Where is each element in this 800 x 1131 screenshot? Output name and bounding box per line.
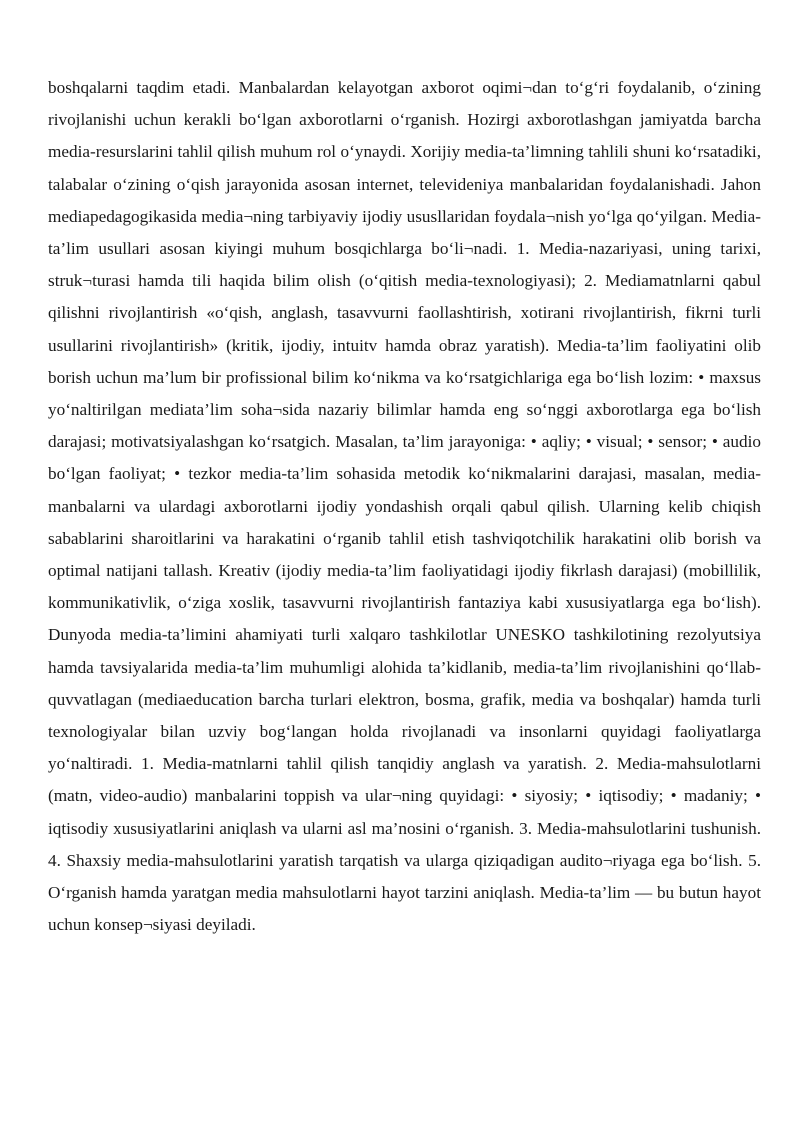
body-paragraph: boshqalarni taqdim etadi. Manbalardan kelayotgan axborot oqimi¬dan to‘g‘ri foydalanib, o‘zining rivojlanishi uchun kerakli bo‘lgan axborotlarni o‘rganish. Hozirgi axborotlashgan jamiyatda barcha media-resurslarini tahlil qilish muhum rol o‘ynaydi. Xorijiy media-ta’limning tahlili shuni ko‘rsatadiki, talabalar o‘zining o‘qish jarayonida asosan internet, televideniya manbalaridan foydalanishadi. Jahon mediapedagogikasida media¬ning tarbiyaviy ijodiy ususllaridan foydala¬nish yo‘lga qo‘yilgan. Media-ta’lim usullari asosan kiyingi muhum bosqichlarga bo‘li¬nadi. 1. Media-nazariyasi, uning tarixi, struk¬turasi hamda tili haqida bilim olish (o‘qitish media-texnologiyasi); 2. Mediamatnlarni qabul qilishni rivojlantirish «o‘qish, anglash, tasavvurni faollashtirish, xotirani rivojlantirish, fikrni turli usullarini rivojlantirish» (kritik, ijodiy, intuitv hamda obraz yaratish). Media-ta’lim faoliyatini olib borish uchun ma’lum bir profissional bilim ko‘nikma va ko‘rsatgichlariga ega bo‘lish lozim: • maxsus yo‘naltirilgan mediata’lim soha¬sida nazariy bilimlar hamda eng so‘nggi axborotlarga ega bo‘lish darajasi; motivatsiyalashgan ko‘rsatgich. Masalan, ta’lim jarayoniga: • aqliy; • visual; • sensor; • audio bo‘lgan faoliyat; • tezkor media-ta’lim sohasida metodik ko‘nikmalarini darajasi, masalan, media-manbalarni va ulardagi axborotlarni ijodiy yondashish orqali qabul qilish. Ularning kelib chiqish sabablarini sharoitlarini va harakatini o‘rganib tahlil etish tashviqotchilik harakatini olib borish va optimal natijani tallash. Kreativ (ijodiy media-ta’lim faoliyatidagi ijodiy fikrlash darajasi) (mobillilik, kommunikativlik, o‘ziga xoslik, tasavvurni rivojlantirish fantaziya kabi xususiyatlarga ega bo‘lish). Dunyoda media-ta’limini ahamiyati turli xalqaro tashkilotlar UNESKO tashkilotining rezolyutsiya hamda tavsiyalarida media-ta’lim muhumligi alohida ta’kidlanib, media-ta’lim rivojlanishini qo‘llab-quvvatlagan (mediaeducation barcha turlari elektron, bosma, grafik, media va boshqalar) hamda turli texnologiyalar bilan uzviy bog‘langan holda rivojlanadi va insonlarni quyidagi faoliyatlarga yo‘naltiradi. 1. Media-matnlarni tahlil qilish tanqidiy anglash va yaratish. 2. Media-mahsulotlarni (matn, video-audio) manbalarini toppish va ular¬ning quyidagi: • siyosiy; • iqtisodiy; • madaniy; • iqtisodiy xususiyatlarini aniqlash va ularni asl ma’nosini o‘rganish. 3. Media-mahsulotlarini tushunish. 4. Shaxsiy media-mahsulotlarini yaratish tarqatish va ularga qiziqadigan audito¬riyaga ega bo‘lish. 5. O‘rganish hamda yaratgan media mahsulotlarni hayot tarzini aniqlash. Media-ta’lim — bu butun hayot uchun konsep¬siyasi deyiladi. bbox=[48, 78, 761, 935]
document-page bbox=[48, 72, 761, 941]
